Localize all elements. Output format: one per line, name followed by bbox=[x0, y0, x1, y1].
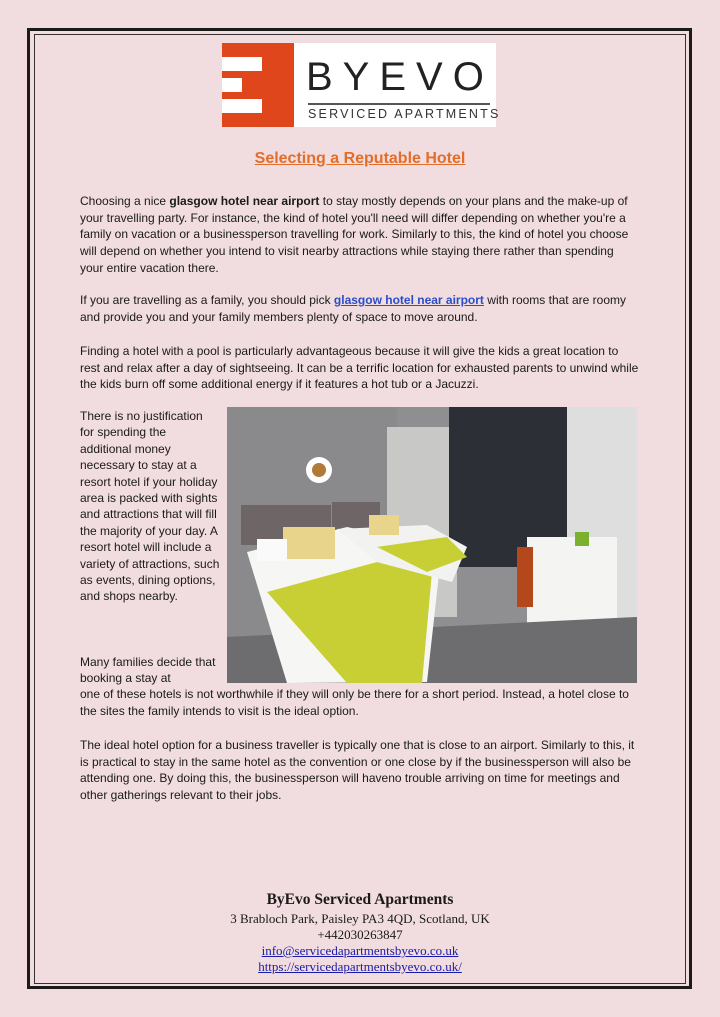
hotel-room-photo bbox=[227, 407, 637, 683]
logo-subtitle: SERVICED APARTMENTS bbox=[308, 107, 501, 121]
paragraph-6: The ideal hotel option for a business traveller is typically one that is close to an airport. Similarly to this, it is practical to stay in the same hotel as the convention or one close by if the businessperson will also be attending one. By doing this, the businessperson will haveno trouble arriving on time for meetings and other gatherings relevant to their jobs. bbox=[80, 738, 635, 803]
paragraph-3: Finding a hotel with a pool is particularly advantageous because it will give the kids a great location to rest and relax after a day of sightseeing. It can be a terrific location for exhausted parents to unwind while the kids burn off some additional energy if it features a hot tub or a Jacuzzi. bbox=[80, 344, 639, 392]
footer-phone: +442030263847 bbox=[317, 927, 403, 942]
paragraph-1: Choosing a nice glasgow hotel near airport to stay mostly depends on your plans and the make-up of your travelling party. For instance, the kind of hotel you'll need will differ depending on whether you're a family on vacation or a businessperson travelling for work. Similarly to this, the kind of hotel you choose will depend on whether you intend to visit nearby attractions while staying there rather than spending your entire vacation there. bbox=[80, 194, 629, 275]
footer-email-row bbox=[0, 943, 720, 959]
footer-website-row bbox=[0, 959, 720, 975]
paragraph-4: There is no justification for spending the additional money necessary to stay at a resort hotel if your holiday area is packed with sights and attractions that will fill the majority of your day. A resort hotel will include a variety of attractions, such as events, dining options, and shops nearby. bbox=[80, 409, 220, 604]
footer-company-name: ByEvo Serviced Apartments bbox=[266, 891, 454, 908]
logo-divider bbox=[308, 103, 490, 105]
hotel-link[interactable]: glasgow hotel near airport bbox=[333, 293, 484, 307]
footer-address: 3 Brabloch Park, Paisley PA3 4QD, Scotland, UK bbox=[230, 911, 490, 926]
paragraph-5-rest: one of these hotels is not worthwhile if they will only be there for a short period. Instead, a hotel close to the sites the family intends to visit is the ideal option. bbox=[80, 687, 629, 718]
logo-wordmark: BYEVO bbox=[306, 55, 494, 99]
footer-website-link[interactable]: https://servicedapartmentsbyevo.co.uk/ bbox=[258, 959, 462, 974]
article-title: Selecting a Reputable Hotel bbox=[254, 150, 466, 167]
paragraph-2: If you are travelling as a family, you should pick glasgow hotel near airport with rooms that are roomy and provide you and your family members plenty of space to move around. bbox=[80, 293, 626, 324]
logo-e-mark-icon bbox=[222, 43, 294, 127]
hotel-room-image bbox=[227, 407, 637, 683]
byevo-logo bbox=[222, 43, 501, 127]
keyword-bold: glasgow hotel near airport bbox=[169, 194, 320, 208]
footer-email-link[interactable]: info@servicedapartmentsbyevo.co.uk bbox=[261, 943, 459, 958]
paragraph-5-start: Many families decide that booking a stay at bbox=[80, 655, 216, 686]
